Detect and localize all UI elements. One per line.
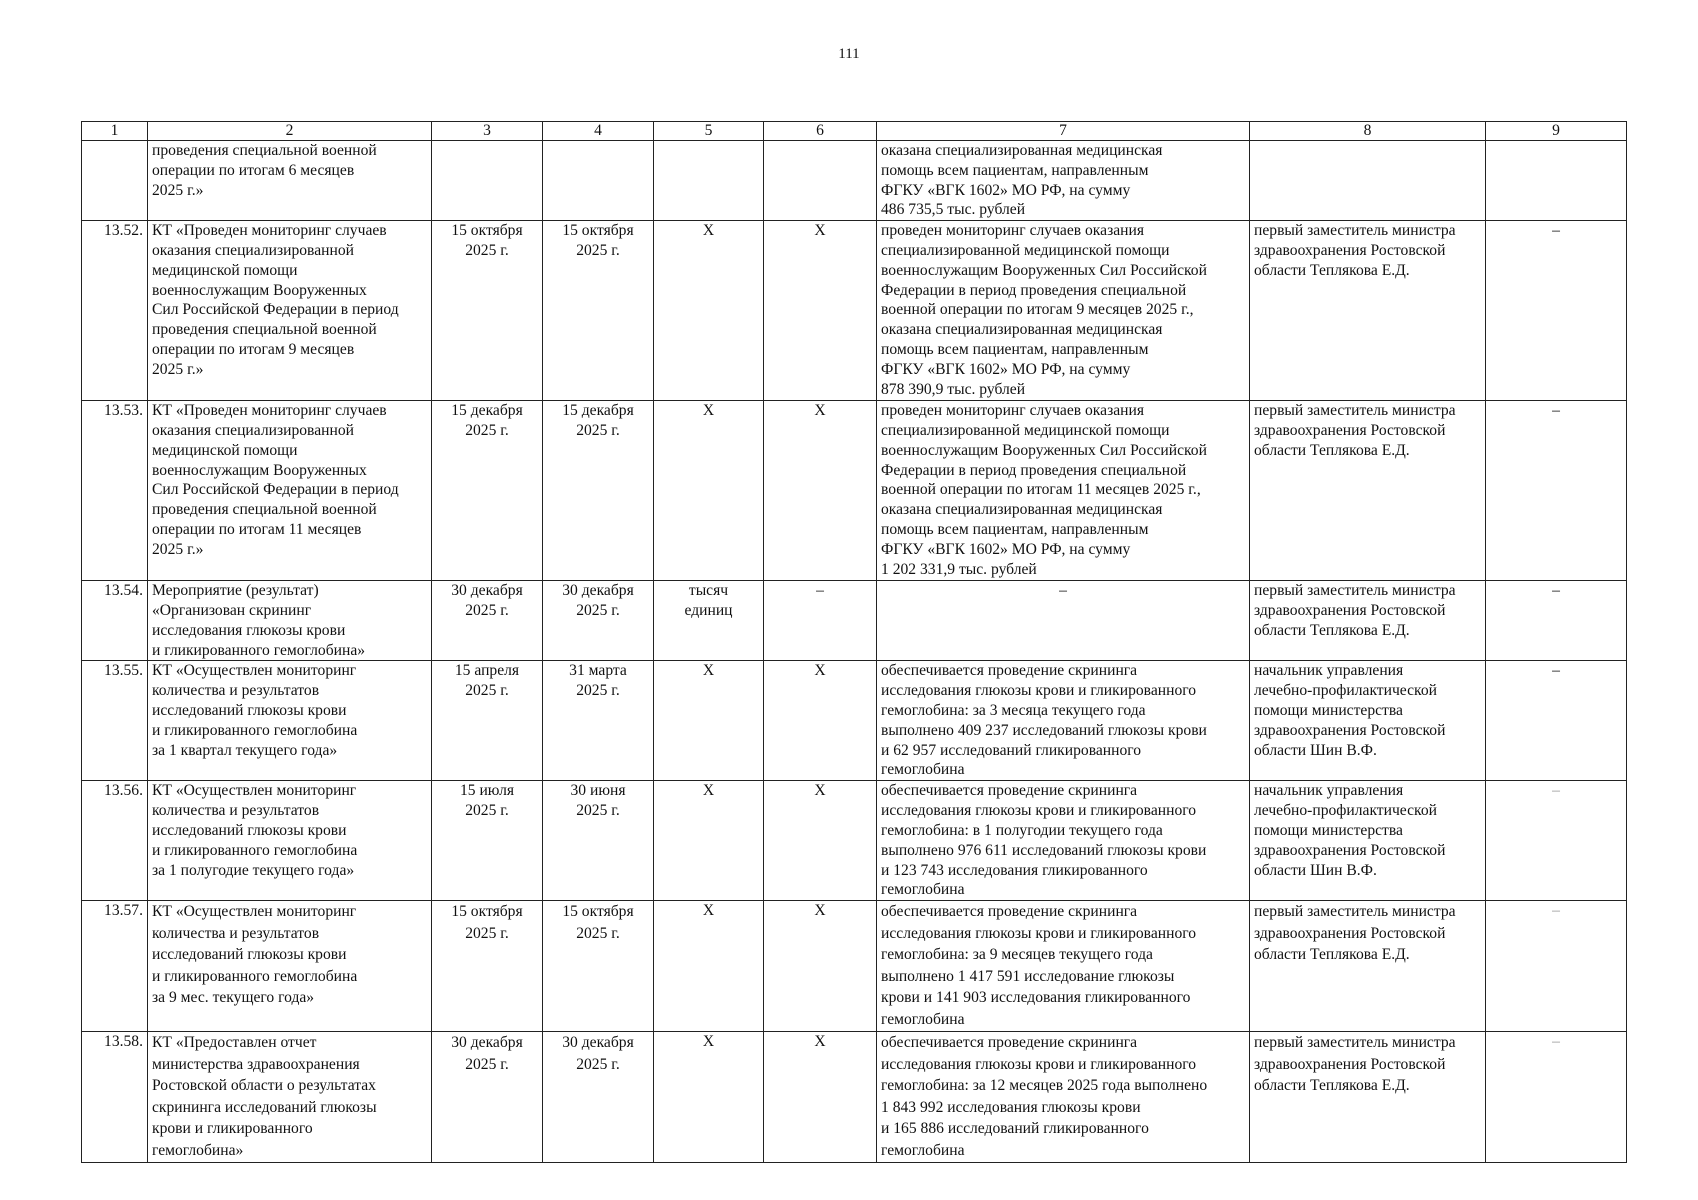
unit: тысяч единиц (654, 581, 764, 661)
start-date: 15 декабря 2025 г. (432, 401, 543, 581)
responsible-person (1250, 141, 1486, 221)
result-description: обеспечивается проведение скрининга исследования глюкозы крови и гликированного гемоглобина: за 12 месяцев 2025 года выполнено 1 843 992 исследования глюкозы крови и 165 886 исследований гликированного гемоглобина (877, 1032, 1250, 1163)
table-row (82, 901, 1627, 1032)
row-number: 13.57. (82, 901, 148, 1032)
end-date: 15 октября 2025 г. (543, 221, 654, 401)
responsible-person: начальник управления лечебно-профилактической помощи министерства здравоохранения Ростовской области Шин В.Ф. (1250, 781, 1486, 901)
row-number: 13.52. (82, 221, 148, 401)
column-header: 6 (764, 122, 877, 141)
row-number: 13.54. (82, 581, 148, 661)
column-header: 2 (148, 122, 432, 141)
unit: Х (654, 901, 764, 1032)
note: – (1486, 1032, 1627, 1163)
unit: Х (654, 401, 764, 581)
row-number: 13.56. (82, 781, 148, 901)
event-name: КТ «Проведен мониторинг случаев оказания специализированной медицинской помощи военнослужащим Вооруженных Сил Российской Федерации в период проведения специальной военной операции по итогам 9 месяцев 2025 г.» (148, 221, 432, 401)
end-date (543, 141, 654, 221)
event-name: проведения специальной военной операции по итогам 6 месяцев 2025 г.» (148, 141, 432, 221)
note: – (1486, 781, 1627, 901)
table-row (82, 141, 1627, 221)
result-description: обеспечивается проведение скрининга исследования глюкозы крови и гликированного гемоглобина: за 3 месяца текущего года выполнено 409 237 исследований глюкозы крови и 62 957 исследований гликированного гемоглобина (877, 661, 1250, 781)
column-header: 8 (1250, 122, 1486, 141)
column-header: 4 (543, 122, 654, 141)
end-date: 31 марта 2025 г. (543, 661, 654, 781)
result-description: проведен мониторинг случаев оказания специализированной медицинской помощи военнослужащим Вооруженных Сил Российской Федерации в период проведения специальной военной операции по итогам 9 месяцев 2025 г., оказана специализированная медицинская помощь всем пациентам, направленным ФГКУ «ВГК 1602» МО РФ, на сумму 878 390,9 тыс. рублей (877, 221, 1250, 401)
responsible-person: первый заместитель министра здравоохранения Ростовской области Теплякова Е.Д. (1250, 581, 1486, 661)
unit: Х (654, 1032, 764, 1163)
table-row (82, 221, 1627, 401)
event-name: КТ «Осуществлен мониторинг количества и результатов исследований глюкозы крови и гликированного гемоглобина за 1 полугодие текущего года» (148, 781, 432, 901)
result-description: обеспечивается проведение скрининга исследования глюкозы крови и гликированного гемоглобина: за 9 месяцев текущего года выполнено 1 417 591 исследование глюкозы крови и 141 903 исследования гликированного гемоглобина (877, 901, 1250, 1032)
value: Х (764, 901, 877, 1032)
column-header: 3 (432, 122, 543, 141)
value: Х (764, 401, 877, 581)
column-header: 1 (82, 122, 148, 141)
column-header: 5 (654, 122, 764, 141)
unit: Х (654, 221, 764, 401)
event-name: Мероприятие (результат) «Организован скрининг исследования глюкозы крови и гликированного гемоглобина» (148, 581, 432, 661)
unit: Х (654, 781, 764, 901)
event-name: КТ «Проведен мониторинг случаев оказания специализированной медицинской помощи военнослужащим Вооруженных Сил Российской Федерации в период проведения специальной военной операции по итогам 11 месяцев 2025 г.» (148, 401, 432, 581)
table-row (82, 581, 1627, 661)
value: Х (764, 781, 877, 901)
start-date: 30 декабря 2025 г. (432, 581, 543, 661)
result-description: – (877, 581, 1250, 661)
value: Х (764, 661, 877, 781)
value: – (764, 581, 877, 661)
table-row (82, 661, 1627, 781)
end-date: 30 декабря 2025 г. (543, 581, 654, 661)
unit (654, 141, 764, 221)
responsible-person: первый заместитель министра здравоохранения Ростовской области Теплякова Е.Д. (1250, 401, 1486, 581)
end-date: 30 июня 2025 г. (543, 781, 654, 901)
row-number: 13.58. (82, 1032, 148, 1163)
note: – (1486, 661, 1627, 781)
row-number: 13.55. (82, 661, 148, 781)
note: – (1486, 901, 1627, 1032)
end-date: 15 октября 2025 г. (543, 901, 654, 1032)
start-date: 15 октября 2025 г. (432, 901, 543, 1032)
end-date: 30 декабря 2025 г. (543, 1032, 654, 1163)
row-number (82, 141, 148, 221)
end-date: 15 декабря 2025 г. (543, 401, 654, 581)
start-date (432, 141, 543, 221)
event-name: КТ «Осуществлен мониторинг количества и результатов исследований глюкозы крови и гликированного гемоглобина за 1 квартал текущего года» (148, 661, 432, 781)
responsible-person: начальник управления лечебно-профилактической помощи министерства здравоохранения Ростовской области Шин В.Ф. (1250, 661, 1486, 781)
unit: Х (654, 661, 764, 781)
event-name: КТ «Предоставлен отчет министерства здравоохранения Ростовской области о результатах скрининга исследований глюкозы крови и гликированного гемоглобина» (148, 1032, 432, 1163)
value (764, 141, 877, 221)
start-date: 30 декабря 2025 г. (432, 1032, 543, 1163)
value: Х (764, 221, 877, 401)
plan-table (81, 121, 1627, 1163)
result-description: проведен мониторинг случаев оказания специализированной медицинской помощи военнослужащим Вооруженных Сил Российской Федерации в период проведения специальной военной операции по итогам 11 месяцев 2025 г., оказана специализированная медицинская помощь всем пациентам, направленным ФГКУ «ВГК 1602» МО РФ, на сумму 1 202 331,9 тыс. рублей (877, 401, 1250, 581)
table-row (82, 1032, 1627, 1163)
note (1486, 141, 1627, 221)
column-number-row (82, 122, 1627, 141)
responsible-person: первый заместитель министра здравоохранения Ростовской области Теплякова Е.Д. (1250, 221, 1486, 401)
start-date: 15 апреля 2025 г. (432, 661, 543, 781)
note: – (1486, 221, 1627, 401)
event-name: КТ «Осуществлен мониторинг количества и результатов исследований глюкозы крови и гликированного гемоглобина за 9 мес. текущего года» (148, 901, 432, 1032)
note: – (1486, 401, 1627, 581)
note: – (1486, 581, 1627, 661)
column-header: 9 (1486, 122, 1627, 141)
result-description: оказана специализированная медицинская помощь всем пациентам, направленным ФГКУ «ВГК 1602» МО РФ, на сумму 486 735,5 тыс. рублей (877, 141, 1250, 221)
column-header: 7 (877, 122, 1250, 141)
page-number: 111 (838, 46, 860, 62)
start-date: 15 июля 2025 г. (432, 781, 543, 901)
table-row (82, 781, 1627, 901)
result-description: обеспечивается проведение скрининга исследования глюкозы крови и гликированного гемоглобина: в 1 полугодии текущего года выполнено 976 611 исследований глюкозы крови и 123 743 исследования гликированного гемоглобина (877, 781, 1250, 901)
value: Х (764, 1032, 877, 1163)
responsible-person: первый заместитель министра здравоохранения Ростовской области Теплякова Е.Д. (1250, 1032, 1486, 1163)
row-number: 13.53. (82, 401, 148, 581)
start-date: 15 октября 2025 г. (432, 221, 543, 401)
responsible-person: первый заместитель министра здравоохранения Ростовской области Теплякова Е.Д. (1250, 901, 1486, 1032)
table-row (82, 401, 1627, 581)
